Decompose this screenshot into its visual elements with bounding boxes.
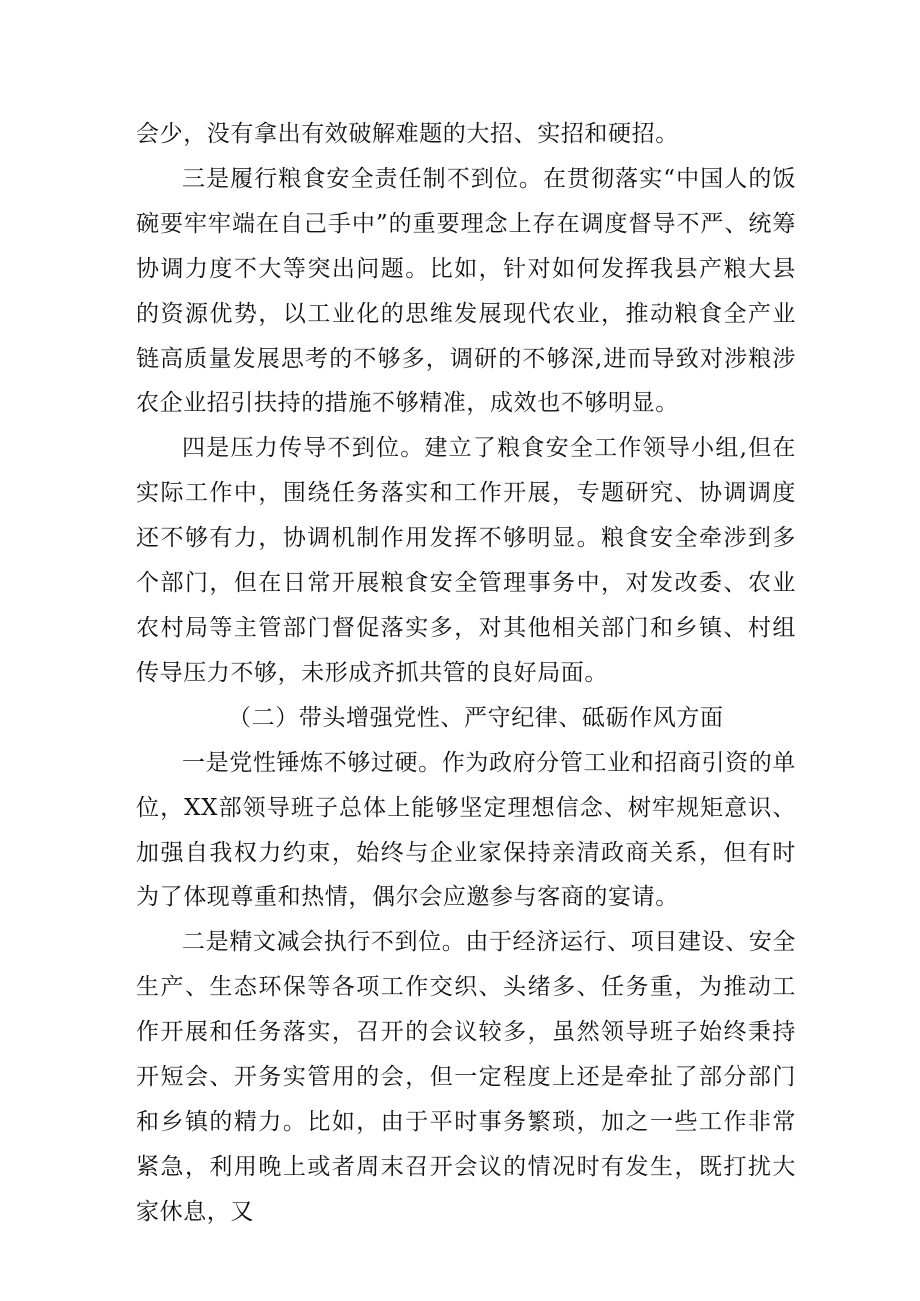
paragraph-pressure-transmission: 四是压力传导不到位。建立了粮食安全工作领导小组,但在实际工作中，围绕任务落实和工作开展，专题研究、协调调度还不够有力，协调机制作用发挥不够明显。粮食安全牵涉到多个部门，但在日常开展粮食安全管理事务中，对发改委、农业农村局等主管部门督促落实多，对其他相关部门和乡镇、村组传导压力不够，未形成齐抓共管的良好局面。 <box>136 435 796 686</box>
document-body <box>136 112 796 1235</box>
paragraph-continuation: 会少，没有拿出有效破解难题的大招、实招和硬招。 <box>136 121 679 147</box>
section-heading: （二）带头增强党性、严守纪律、砥砺作风方面 <box>228 704 724 731</box>
paragraph-grain-security-responsibility: 三是履行粮食安全责任制不到位。在贯彻落实“中国人的饭碗要牢牢端在自己手中”的重要理念上存在调度督导不严、统筹协调力度不大等突出问题。比如，针对如何发挥我县产粮大县的资源优势，以工业化的思维发展现代农业，推动粮食全产业链高质量发展思考的不够多，调研的不够深,进而导致对涉粮涉农企业招引扶持的措施不够精准，成效也不够明显。 <box>136 165 796 417</box>
paragraph-party-spirit: 一是党性锤炼不够过硬。作为政府分管工业和招商引资的单位，XX部领导班子总体上能够坚定理想信念、树牢规矩意识、加强自我权力约束，始终与企业家保持亲清政商关系，但有时为了体现尊重和热情，偶尔会应邀参与客商的宴请。 <box>136 749 796 911</box>
paragraph-meetings-reduction: 二是精文减会执行不到位。由于经济运行、项目建设、安全生产、生态环保等各项工作交织、头绪多、任务重，为推动工作开展和任务落实，召开的会议较多，虽然领导班子始终秉持开短会、开务实管用的会，但一定程度上还是牵扯了部分部门和乡镇的精力。比如，由于平时事务繁琐，加之一些工作非常紧急，利用晚上或者周末召开会议的情况时有发生，既打扰大家休息，又 <box>136 929 796 1225</box>
